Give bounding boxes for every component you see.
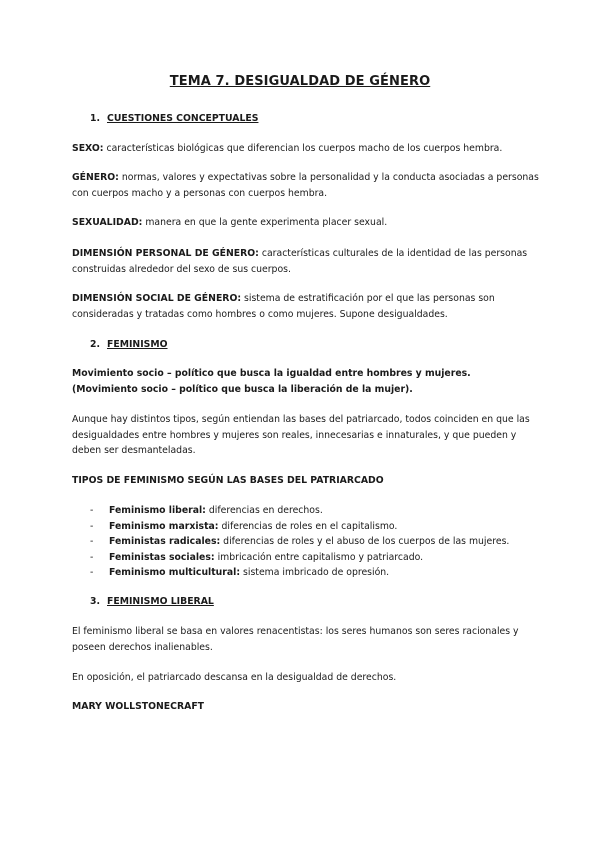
dash-bullet: - bbox=[90, 505, 94, 516]
definition-dimension-personal bbox=[72, 246, 542, 277]
definition-sexualidad bbox=[72, 215, 542, 231]
item-desc: diferencias en derechos. bbox=[205, 505, 323, 516]
feminismo-paragraph: Aunque hay distintos tipos, según entiendan las bases del patriarcado, todos coinciden en que las desigualdades entre hombres y mujeres son reales, innecesarias e innaturales, y que pueden y deben ser desmanteladas. bbox=[72, 414, 530, 456]
tipos-heading: TIPOS DE FEMINISMO SEGÚN LAS BASES DEL PATRIARCADO bbox=[72, 475, 384, 486]
dash-bullet: - bbox=[90, 536, 94, 547]
item-desc: diferencias de roles y el abuso de los cuerpos de las mujeres. bbox=[220, 536, 510, 547]
wollstonecraft-heading: MARY WOLLSTONECRAFT bbox=[72, 701, 205, 712]
list-item bbox=[90, 503, 550, 519]
definition-dimension-social bbox=[72, 291, 542, 322]
section-heading-3 bbox=[90, 596, 214, 607]
feminismo-definition bbox=[72, 366, 542, 397]
dash-bullet: - bbox=[90, 551, 94, 563]
section-number: 3. bbox=[90, 596, 101, 607]
item-desc: sistema imbricado de opresión. bbox=[240, 567, 390, 578]
definition-sexo bbox=[72, 141, 542, 157]
term: DIMENSIÓN PERSONAL DE GÉNERO: bbox=[72, 248, 259, 259]
list-item bbox=[90, 565, 550, 581]
section-label: FEMINISMO bbox=[107, 339, 168, 350]
section-heading-2 bbox=[90, 339, 168, 350]
section-number: 1. bbox=[90, 113, 101, 124]
term: SEXO: bbox=[72, 143, 104, 154]
item-desc: imbricación entre capitalismo y patriarcado. bbox=[214, 551, 424, 563]
definition-genero bbox=[72, 170, 542, 201]
list-item bbox=[90, 534, 550, 550]
item-name: Feministas radicales: bbox=[109, 536, 221, 547]
item-name: Feminismo multicultural: bbox=[109, 567, 241, 578]
definition-text: características culturales de la identidad de las personas construidas alrededor del sexo de sus cuerpos. bbox=[72, 248, 528, 275]
section-label: FEMINISMO LIBERAL bbox=[107, 596, 214, 607]
section-heading-1 bbox=[90, 113, 258, 124]
definition-text: manera en que la gente experimenta placer sexual. bbox=[142, 217, 388, 228]
tipos-list bbox=[90, 503, 550, 581]
term: SEXUALIDAD: bbox=[72, 217, 143, 228]
document-title: TEMA 7. DESIGUALDAD DE GÉNERO bbox=[169, 74, 431, 89]
liberal-paragraph-1: El feminismo liberal se basa en valores renacentistas: los seres humanos son seres racionales y poseen derechos inalienables. bbox=[72, 626, 519, 653]
list-item bbox=[90, 550, 550, 566]
liberal-paragraph-2: En oposición, el patriarcado descansa en la desigualdad de derechos. bbox=[72, 672, 397, 683]
item-name: Feministas sociales: bbox=[109, 551, 215, 563]
list-item bbox=[90, 519, 550, 535]
definition-text: características biológicas que diferencian los cuerpos macho de los cuerpos hembra. bbox=[103, 143, 503, 154]
section-number: 2. bbox=[90, 339, 101, 350]
feminismo-definition-line-2: (Movimiento socio – político que busca la liberación de la mujer). bbox=[72, 383, 413, 395]
item-name: Feminismo marxista: bbox=[109, 520, 219, 532]
dash-bullet: - bbox=[90, 520, 94, 532]
section-label: CUESTIONES CONCEPTUALES bbox=[107, 113, 259, 124]
term: GÉNERO: bbox=[72, 172, 119, 183]
dash-bullet: - bbox=[90, 567, 94, 578]
item-name: Feminismo liberal: bbox=[109, 505, 206, 516]
definition-text: sistema de estratificación por el que las personas son consideradas y tratadas como hombres o como mujeres. Supone desigualdades. bbox=[72, 293, 495, 320]
term: DIMENSIÓN SOCIAL DE GÉNERO: bbox=[72, 293, 242, 304]
definition-text: normas, valores y expectativas sobre la personalidad y la conducta asociadas a personas con cuerpos macho y a personas con cuerpos hembra. bbox=[72, 172, 539, 199]
feminismo-definition-line-1: Movimiento socio – político que busca la igualdad entre hombres y mujeres. bbox=[72, 368, 471, 379]
item-desc: diferencias de roles en el capitalismo. bbox=[218, 520, 398, 532]
